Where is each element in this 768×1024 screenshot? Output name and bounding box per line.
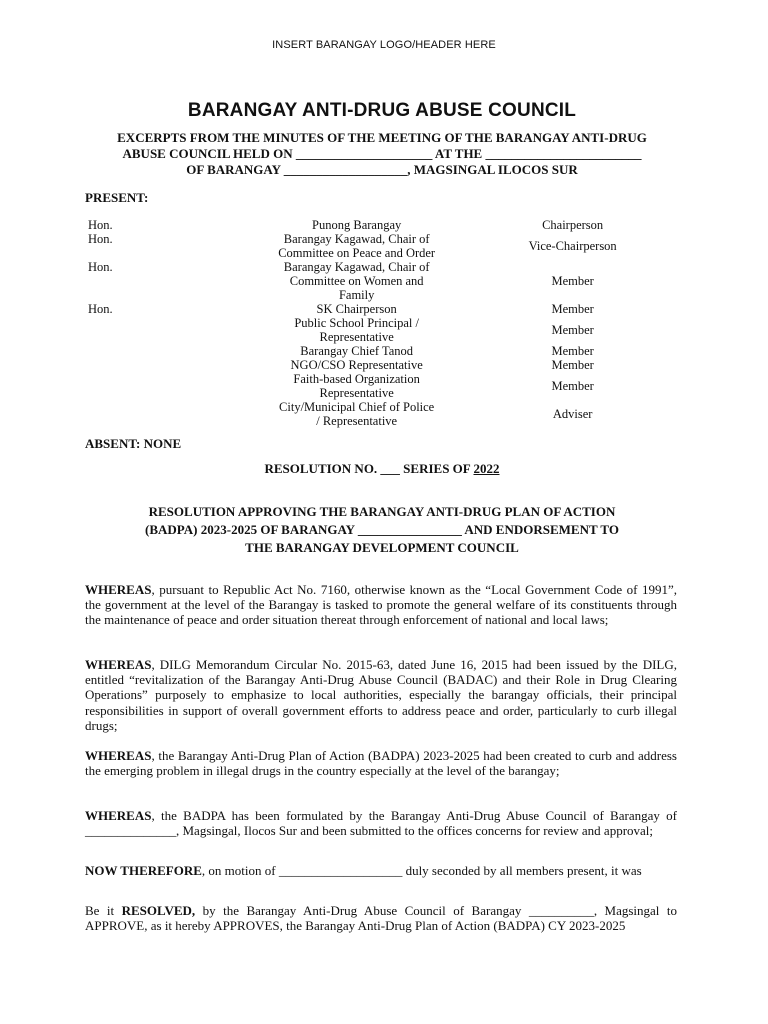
attendee-role: Adviser (552, 407, 593, 421)
excerpt-line-3: OF BARANGAY ___________________, MAGSINGAL ILOCOS SUR (186, 162, 578, 177)
excerpt-line-2: ABUSE COUNCIL HELD ON _____________________ AT THE ________________________ (122, 146, 642, 161)
paragraph-text: , the BADPA has been formulated by the Barangay Anti-Drug Abuse Council of Barangay of ______________, Magsingal, Ilocos Sur and been submitted to the offices concerns for review and approval; (85, 808, 677, 839)
attendee-row (88, 302, 678, 316)
attendee-honorific: Hon. (88, 302, 113, 316)
attendee-role: Vice-Chairperson (528, 239, 617, 253)
paragraph-lead: WHEREAS (85, 808, 152, 823)
paragraph-text: by the Barangay Anti-Drug Abuse Council of Barangay __________, Magsingal to APPROVE, as it hereby APPROVES, the Barangay Anti-Drug Plan of Action (BADPA) CY 2023-2025 (85, 903, 677, 934)
attendee-role: Member (551, 302, 594, 316)
paragraph-lead: WHEREAS (85, 657, 152, 672)
attendance-table (88, 218, 678, 428)
attendee-honorific: Hon. (88, 232, 113, 246)
attendee-position (246, 400, 467, 428)
present-label: PRESENT: (85, 190, 149, 205)
attendee-honorific: Hon. (88, 260, 113, 274)
attendee-position-line: Representative (319, 330, 394, 344)
attendee-position-line: Committee on Peace and Order (278, 246, 436, 260)
attendee-position-line: Representative (319, 386, 394, 400)
attendee-role: Member (551, 323, 594, 337)
attendee-position (246, 260, 467, 302)
attendee-honorific: Hon. (88, 218, 113, 232)
attendee-row (88, 232, 678, 260)
paragraph-lead: WHEREAS (85, 582, 152, 597)
attendee-position-line: / Representative (316, 414, 398, 428)
attendee-position (246, 344, 467, 358)
paragraph-lead: NOW THEREFORE (85, 863, 202, 878)
attendee-position (246, 232, 467, 260)
attendee-role: Member (551, 344, 594, 358)
attendee-row (88, 344, 678, 358)
attendee-row (88, 316, 678, 344)
paragraph-text: , on motion of ___________________ duly seconded by all members present, it was (201, 863, 642, 878)
resolution-number-prefix: RESOLUTION NO. ___ SERIES OF (264, 461, 474, 476)
attendee-row (88, 218, 678, 232)
attendee-position (246, 372, 467, 400)
attendee-position (246, 358, 467, 372)
paragraph-text: , DILG Memorandum Circular No. 2015-63, dated June 16, 2015 had been issued by the DILG, entitled “revitalization of the Barangay Anti-Drug Abuse Council (BADAC) and their Role in Drug Clearing Operations” purposely to emphasize to local authorities, especially the barangay officials, their principal responsibilities in support of overall government efforts to address peace and order, particularly to curb illegal drugs; (85, 657, 677, 733)
attendee-honorific (88, 400, 246, 428)
attendee-position-line: Punong Barangay (312, 218, 402, 232)
paragraph-lead: RESOLVED, (121, 903, 196, 918)
attendee-position-line: Family (338, 288, 375, 302)
attendee-role: Chairperson (542, 218, 604, 232)
logo-header-placeholder: INSERT BARANGAY LOGO/HEADER HERE (272, 39, 496, 51)
attendee-honorific (88, 316, 246, 344)
meeting-excerpt-heading (70, 130, 694, 178)
attendee-position-line: Barangay Kagawad, Chair of (283, 232, 430, 246)
resolution-title-line-1: RESOLUTION APPROVING THE BARANGAY ANTI-DRUG PLAN OF ACTION (148, 504, 616, 519)
attendee-position (246, 218, 467, 232)
attendee-row (88, 260, 678, 302)
attendee-role: Member (551, 358, 594, 372)
paragraph-prefix: Be it (85, 903, 122, 918)
attendee-row (88, 358, 678, 372)
attendee-role: Member (551, 379, 594, 393)
resolution-year: 2022 (473, 461, 500, 476)
resolution-title (80, 503, 684, 557)
attendee-position-line: NGO/CSO Representative (290, 358, 423, 372)
attendee-role: Member (551, 274, 594, 288)
absent-label: ABSENT: NONE (85, 436, 182, 451)
attendee-position-line: Committee on Women and (289, 274, 424, 288)
resolution-number (0, 461, 764, 477)
paragraph-text: , the Barangay Anti-Drug Plan of Action (BADPA) 2023-2025 had been created to curb and address the emerging problem in illegal drugs in the country especially at the level of the barangay; (85, 748, 677, 779)
whereas-paragraph-1 (85, 582, 677, 628)
attendee-honorific (88, 372, 246, 400)
attendee-position (246, 316, 467, 344)
attendee-position-line: Public School Principal / (294, 316, 419, 330)
paragraph-lead: WHEREAS (85, 748, 152, 763)
excerpt-line-1: EXCERPTS FROM THE MINUTES OF THE MEETING OF THE BARANGAY ANTI-DRUG (117, 130, 647, 145)
attendee-position (246, 302, 467, 316)
attendee-honorific (88, 344, 246, 358)
resolution-title-line-3: THE BARANGAY DEVELOPMENT COUNCIL (245, 540, 519, 555)
whereas-paragraph-3 (85, 748, 677, 778)
attendee-row (88, 372, 678, 400)
resolution-title-line-2: (BADPA) 2023-2025 OF BARANGAY ________________ AND ENDORSEMENT TO (145, 522, 619, 537)
attendee-position-line: City/Municipal Chief of Police (279, 400, 435, 414)
attendee-position-line: SK Chairperson (316, 302, 397, 316)
attendee-honorific (88, 358, 246, 372)
resolved-paragraph (85, 903, 677, 933)
attendee-row (88, 400, 678, 428)
whereas-paragraph-2 (85, 657, 677, 733)
now-therefore-paragraph (85, 863, 677, 878)
document-title: BARANGAY ANTI-DRUG ABUSE COUNCIL (187, 100, 577, 121)
paragraph-text: , pursuant to Republic Act No. 7160, otherwise known as the “Local Government Code of 1991”, the government at the level of the Barangay is tasked to promote the general welfare of its constituents through the maintenance of peace and order situation thereat through enforcement of national and local laws; (85, 582, 677, 628)
attendee-position-line: Faith-based Organization (293, 372, 420, 386)
whereas-paragraph-4 (85, 808, 677, 838)
attendee-position-line: Barangay Chief Tanod (300, 344, 414, 358)
attendee-position-line: Barangay Kagawad, Chair of (283, 260, 430, 274)
